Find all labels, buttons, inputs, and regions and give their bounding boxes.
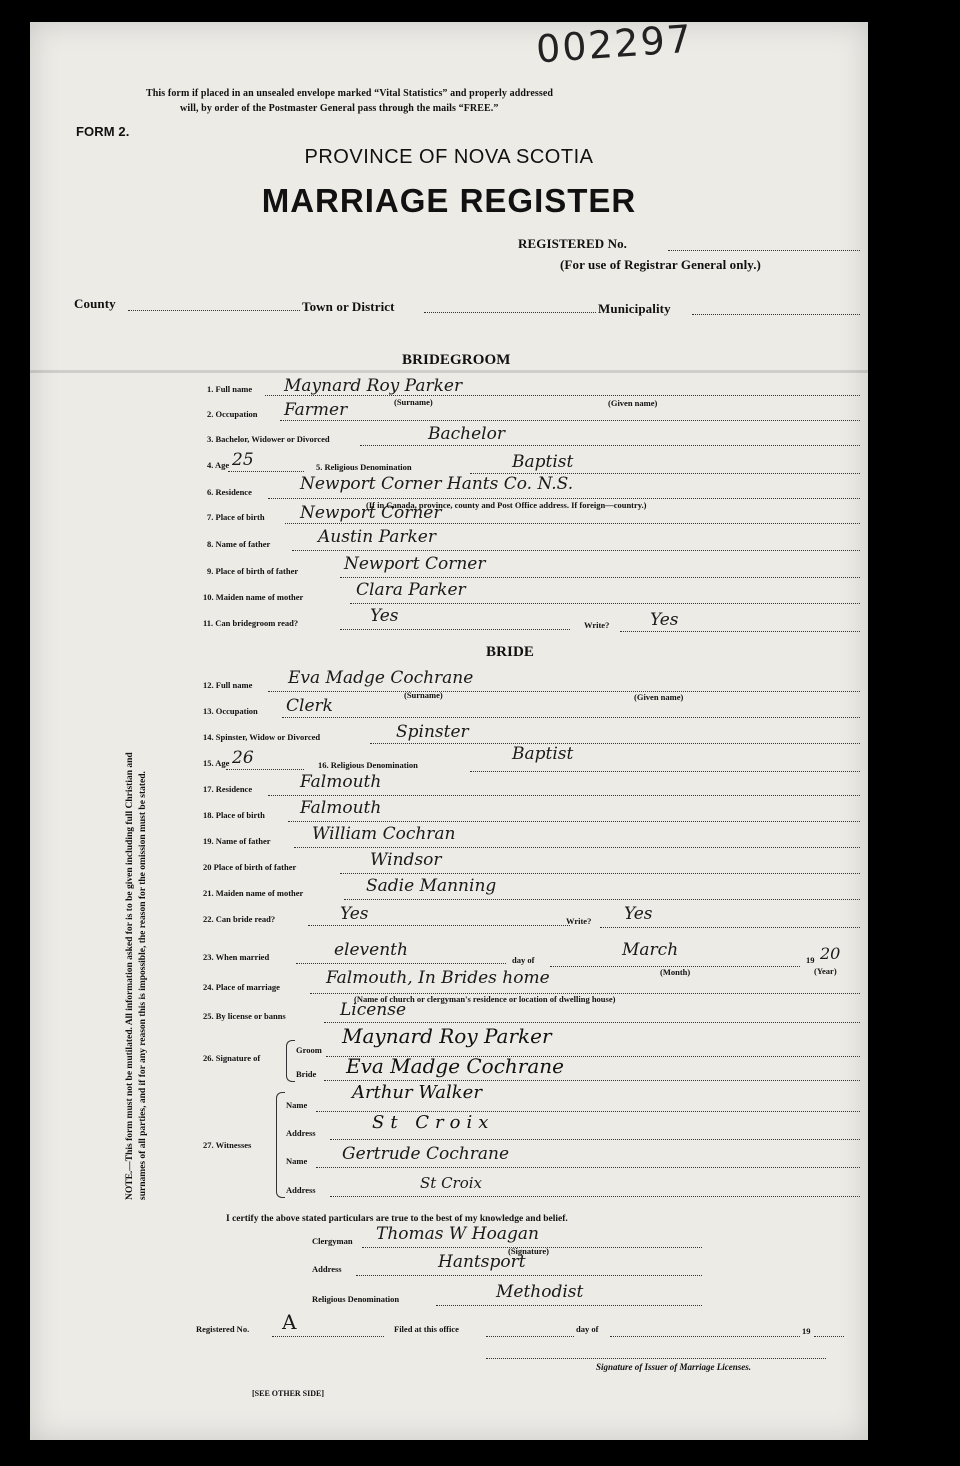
groom-age-label: 4. Age: [207, 460, 230, 470]
bride-age-line: [226, 769, 304, 770]
bride-status: Spinster: [396, 722, 469, 742]
groom-status: Bachelor: [428, 424, 505, 444]
municipality-label: Municipality: [598, 301, 671, 316]
footer-year-prefix: 19: [802, 1326, 811, 1336]
marriage-day: eleventh: [334, 940, 408, 960]
month-caption: (Month): [660, 967, 691, 977]
witness1-name: Arthur Walker: [352, 1082, 482, 1103]
groom-read-label: 11. Can bridegroom read?: [203, 618, 299, 628]
bride-father: William Cochran: [312, 824, 456, 844]
groom-mother: Clara Parker: [356, 580, 466, 600]
issuer-signature-line: [486, 1358, 826, 1359]
witness1-name-label: Name: [286, 1100, 308, 1110]
bride-full-name-line: [268, 691, 860, 692]
day-line: [296, 963, 506, 964]
witness1-address-line: [330, 1139, 860, 1140]
clergyman-label: Clergyman: [312, 1236, 353, 1246]
place-of-marriage: Falmouth, In Brides home: [326, 968, 550, 988]
county-label: County: [74, 296, 116, 311]
marriage-month: March: [622, 940, 679, 960]
bride-heading: BRIDE: [486, 644, 535, 660]
footer-month-line: [610, 1336, 800, 1337]
filed-label: Filed at this office: [394, 1324, 459, 1334]
page-title: MARRIAGE REGISTER: [261, 182, 637, 219]
groom-religion: Baptist: [512, 452, 574, 472]
groom-occupation-label: 2. Occupation: [207, 409, 258, 419]
clergyman-address-line: [356, 1275, 702, 1276]
bride-write: Yes: [624, 904, 653, 924]
groom-surname-caption: (Surname): [394, 397, 433, 407]
bride-residence-label: 17. Residence: [203, 784, 253, 794]
groom-residence-note: (If in Canada, province, county and Post Office address. If foreign—country.): [366, 500, 647, 510]
footer-registered-no-label: Registered No.: [196, 1324, 250, 1334]
county-line: [128, 310, 300, 311]
groom-full-name: Maynard Roy Parker: [284, 376, 463, 396]
bride-write-line: [600, 927, 860, 928]
clergyman-religion-line: [436, 1305, 702, 1306]
footer-registered-no: A: [282, 1310, 297, 1334]
groom-read: Yes: [370, 606, 399, 626]
groom-age: 25: [232, 450, 254, 470]
groom-occupation: Farmer: [284, 400, 348, 420]
bride-religion: Baptist: [512, 744, 574, 764]
groom-father-label: 8. Name of father: [207, 539, 271, 549]
bride-father-line: [294, 847, 860, 848]
clergyman-religion-label: Religious Denomination: [312, 1294, 400, 1304]
marriage-year: 20: [820, 944, 841, 963]
issuer-caption: Signature of Issuer of Marriage Licenses.: [596, 1362, 752, 1372]
clergyman-signature: Thomas W Hoagan: [376, 1224, 539, 1244]
groom-birthplace-label: 7. Place of birth: [207, 512, 265, 522]
bride-occupation-label: 13. Occupation: [203, 706, 258, 716]
bride-read: Yes: [340, 904, 369, 924]
signature-of-label: 26. Signature of: [203, 1053, 261, 1063]
bride-birthplace-line: [288, 821, 860, 822]
bride-mother: Sadie Manning: [366, 876, 497, 896]
footer-registered-no-line: [272, 1336, 384, 1337]
form-label: FORM 2.: [76, 124, 130, 139]
bride-signature-line: [324, 1080, 860, 1081]
groom-given-caption: (Given name): [608, 398, 658, 408]
province-heading: PROVINCE OF NOVA SCOTIA: [304, 146, 594, 168]
groom-father-birth: Newport Corner: [344, 554, 486, 574]
bride-surname-caption: (Surname): [404, 690, 443, 700]
bride-birthplace: Falmouth: [300, 798, 382, 818]
bride-read-label: 22. Can bride read?: [203, 914, 276, 924]
groom-signature: Maynard Roy Parker: [342, 1024, 552, 1048]
groom-write-line: [620, 631, 860, 632]
witness1-address-label: Address: [286, 1128, 316, 1138]
clergyman-address: Hantsport: [438, 1252, 526, 1272]
town-line: [424, 312, 596, 313]
witnesses-bracket: [276, 1092, 285, 1198]
witness1-address: St Croix: [372, 1112, 495, 1133]
bride-mother-label: 21. Maiden name of mother: [203, 888, 304, 898]
bride-write-label: Write?: [566, 916, 592, 926]
side-note-line1: NOTE.—This form must not be mutilated. All information asked for is to be given including full Christian and: [125, 752, 135, 1200]
witness2-name-label: Name: [286, 1156, 308, 1166]
bride-residence: Falmouth: [300, 772, 382, 792]
witness2-address: St Croix: [420, 1174, 483, 1192]
groom-residence: Newport Corner Hants Co. N.S.: [300, 474, 574, 494]
groom-occupation-line: [280, 420, 860, 421]
bride-religion-label: 16. Religious Denomination: [318, 760, 418, 770]
day-of-label: day of: [512, 955, 535, 965]
clergyman-address-label: Address: [312, 1264, 342, 1274]
registered-no-label: REGISTERED No.: [518, 236, 628, 251]
bride-religion-line: [470, 771, 860, 772]
witness2-address-line: [330, 1196, 860, 1197]
side-note: [124, 752, 150, 1200]
bride-signature: Eva Madge Cochrane: [346, 1054, 565, 1078]
witness2-name: Gertrude Cochrane: [342, 1144, 510, 1164]
groom-birthplace: Newport Corner: [300, 503, 442, 523]
license-label: 25. By license or banns: [203, 1011, 286, 1021]
groom-full-name-label: 1. Full name: [207, 384, 253, 394]
groom-status-label: 3. Bachelor, Widower or Divorced: [207, 434, 330, 444]
place-caption: (Name of church or clergyman's residence or location of dwelling house): [354, 994, 616, 1004]
bride-birthplace-label: 18. Place of birth: [203, 810, 265, 820]
bride-occupation: Clerk: [286, 696, 333, 716]
license-value: License: [340, 1000, 407, 1020]
bride-father-birth-label: 20 Place of birth of father: [203, 862, 297, 872]
groom-status-line: [360, 445, 860, 446]
witness2-address-label: Address: [286, 1185, 316, 1195]
town-label: Town or District: [302, 299, 395, 314]
license-line: [324, 1022, 860, 1023]
groom-read-line: [340, 629, 570, 630]
year-prefix: 19: [806, 955, 815, 965]
bride-read-line: [308, 925, 570, 926]
bride-age-label: 15. Age: [203, 758, 230, 768]
bride-mother-line: [344, 899, 860, 900]
bride-father-birth-line: [340, 873, 860, 874]
form-number-stamp: 002297: [534, 16, 695, 72]
clergyman-signature-caption: (Signature): [508, 1246, 549, 1256]
bride-age: 26: [232, 748, 254, 768]
groom-father: Austin Parker: [318, 527, 436, 547]
municipality-line: [692, 314, 860, 315]
groom-father-birth-line: [340, 577, 860, 578]
see-other-side: [SEE OTHER SIDE]: [252, 1389, 325, 1398]
certification-statement: I certify the above stated particulars are true to the best of my knowledge and belief.: [226, 1214, 568, 1224]
place-of-marriage-label: 24. Place of marriage: [203, 982, 280, 992]
groom-religion-label: 5. Religious Denomination: [316, 462, 412, 472]
bride-full-name: Eva Madge Cochrane: [288, 668, 474, 688]
postal-notice-line1: This form if placed in an unsealed envelope marked “Vital Statistics” and properly addressed: [146, 88, 554, 99]
groom-birthplace-line: [285, 523, 860, 524]
bride-residence-line: [268, 795, 860, 796]
bride-signature-label: Bride: [296, 1069, 317, 1079]
groom-age-line: [228, 471, 304, 472]
witness2-name-line: [316, 1167, 860, 1168]
side-note-line2: surnames of all parties, and if for any reason this is impossible, the reason for the omission must be stated.: [138, 771, 148, 1200]
bride-father-birth: Windsor: [370, 850, 442, 870]
groom-write-label: Write?: [584, 620, 610, 630]
registered-no-line: [668, 250, 860, 251]
groom-mother-label: 10. Maiden name of mother: [203, 592, 304, 602]
bride-father-label: 19. Name of father: [203, 836, 271, 846]
groom-father-line: [292, 550, 860, 551]
registrar-note: (For use of Registrar General only.): [560, 257, 761, 272]
bride-full-name-label: 12. Full name: [203, 680, 253, 690]
witnesses-label: 27. Witnesses: [203, 1140, 252, 1150]
footer-year-line: [814, 1336, 844, 1337]
bridegroom-heading: BRIDEGROOM: [402, 352, 511, 368]
bride-given-caption: (Given name): [634, 692, 684, 702]
when-married-label: 23. When married: [203, 952, 270, 962]
footer-day-of-label: day of: [576, 1324, 599, 1334]
groom-residence-label: 6. Residence: [207, 487, 252, 497]
groom-father-birth-label: 9. Place of birth of father: [207, 566, 299, 576]
bride-status-label: 14. Spinster, Widow or Divorced: [203, 732, 321, 742]
year-caption: (Year): [814, 966, 837, 976]
groom-write: Yes: [650, 610, 679, 630]
bride-occupation-line: [282, 717, 860, 718]
postal-notice-line2: will, by order of the Postmaster General pass through the mails “FREE.”: [180, 103, 499, 114]
filed-line: [486, 1336, 574, 1337]
groom-signature-label: Groom: [296, 1045, 322, 1055]
clergyman-religion: Methodist: [496, 1282, 584, 1302]
signature-bracket: [286, 1040, 295, 1082]
bride-status-line: [370, 743, 860, 744]
groom-residence-line: [268, 498, 860, 499]
groom-mother-line: [350, 603, 860, 604]
fold-crease: [30, 370, 868, 373]
